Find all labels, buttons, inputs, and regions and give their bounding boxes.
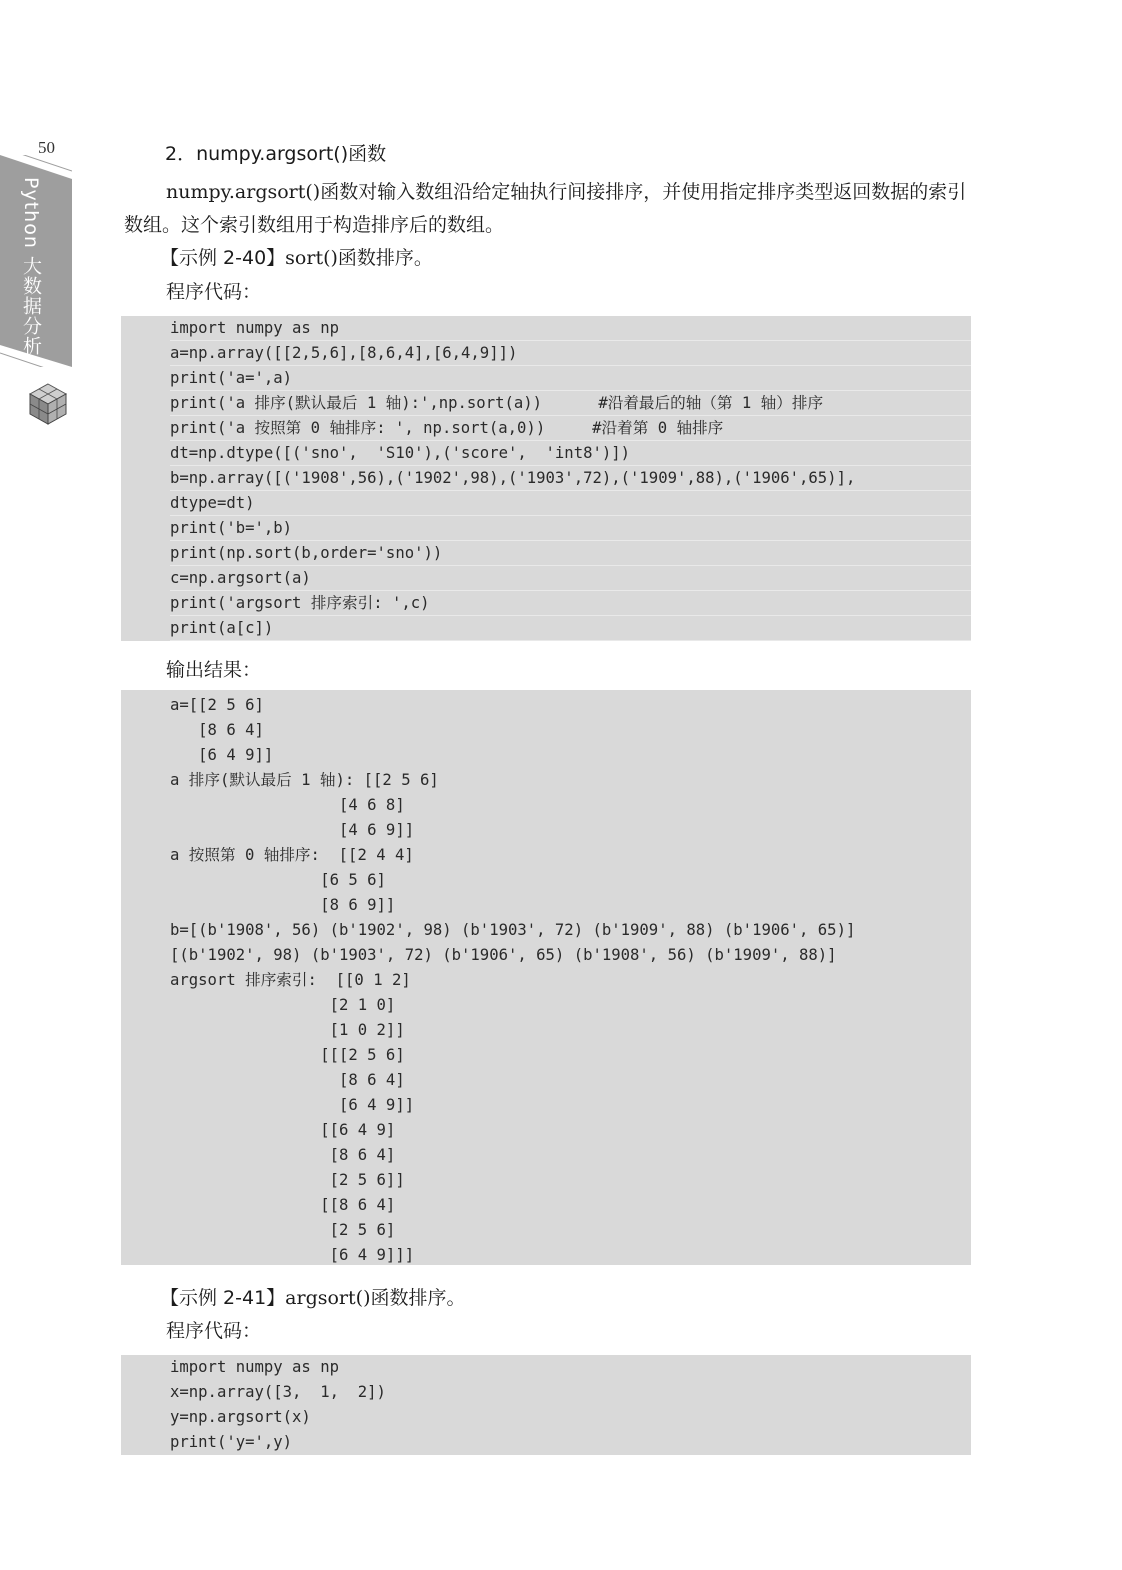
code-line: print(a[c]) [170,616,971,641]
output-line: [8 6 9]] [170,896,396,914]
code-line: print('a=',a) [170,366,971,391]
output-line: a 排序(默认最后 1 轴): [[2 5 6] [170,771,439,789]
code-line: import numpy as np [170,1358,339,1376]
code-line: c=np.argsort(a) [170,566,971,591]
output-line: [2 5 6]] [170,1171,405,1189]
page-number: 50 [38,138,55,157]
side-tab [0,155,72,367]
output-line: [4 6 8] [170,796,405,814]
code-line: print('y=',y) [170,1433,293,1451]
output-line: [6 5 6] [170,871,386,889]
output-label: 输出结果： [166,659,262,681]
output-line: [8 6 4] [170,1071,405,1089]
code-line: print('a 按照第 0 轴排序: ', np.sort(a,0)) #沿着第 0 轴排序 [170,416,971,441]
code-lines [170,1355,386,1455]
code-line: x=np.array([3, 1, 2]) [170,1383,386,1401]
output-line: [2 5 6] [170,1221,396,1239]
output-line: [2 1 0] [170,996,396,1014]
output-line: [6 4 9]] [170,746,274,764]
code-line: y=np.argsort(x) [170,1408,311,1426]
output-line: a=[[2 5 6] [170,696,264,714]
example-label: 【示例 2-41】 [160,1287,286,1309]
code-line: dtype=dt) [170,491,971,516]
output-line: [1 0 2]] [170,1021,405,1039]
code-block [121,316,971,641]
cube-logo-icon [24,380,72,428]
code-line: print('argsort 排序索引: ',c) [170,591,971,616]
output-block [121,690,971,1265]
output-line: [8 6 4] [170,721,264,739]
example-label: 【示例 2-40】 [160,247,286,269]
output-line: argsort 排序索引: [[0 1 2] [170,971,411,989]
code-line: a=np.array([[2,5,6],[8,6,4],[6,4,9]]) [170,341,971,366]
code-block [121,1355,971,1455]
code-line: dt=np.dtype([('sno', 'S10'),('score', 'int8')]) [170,441,971,466]
intro-paragraph: numpy.argsort()函数对输入数组沿给定轴执行间接排序，并使用指定排序类型返回数据的索引数组。这个索引数组用于构造排序后的数组。 [124,181,967,236]
code-line: print(np.sort(b,order='sno')) [170,541,971,566]
code-line: print('b=',b) [170,516,971,541]
code-line: print('a 排序(默认最后 1 轴):',np.sort(a)) #沿着最后的轴（第 1 轴）排序 [170,391,971,416]
output-line: [[8 6 4] [170,1196,396,1214]
output-line: [4 6 9]] [170,821,415,839]
code-line: import numpy as np [170,316,971,341]
output-lines [170,693,855,1268]
section-heading: 2．numpy.argsort()函数 [165,143,387,165]
example-2-40-caption [160,243,433,270]
example-2-41-caption [160,1283,465,1310]
output-line: [6 4 9]]] [170,1246,415,1264]
example-title: argsort()函数排序。 [285,1287,466,1309]
code-line: b=np.array([('1908',56),('1902',98),('1903',72),('1909',88),('1906',65)], [170,466,971,491]
output-line: [8 6 4] [170,1146,396,1164]
example-title: sort()函数排序。 [285,247,433,269]
output-line: [(b'1902', 98) (b'1903', 72) (b'1906', 65) (b'1908', 56) (b'1909', 88)] [170,946,837,964]
output-line: [[[2 5 6] [170,1046,405,1064]
code-lines [170,316,971,641]
code-label: 程序代码： [166,1320,262,1342]
side-tab-label: Python 大数据分析 [20,177,42,356]
output-line: a 按照第 0 轴排序: [[2 4 4] [170,846,414,864]
output-line: [6 4 9]] [170,1096,415,1114]
output-line: b=[(b'1908', 56) (b'1902', 98) (b'1903', 72) (b'1909', 88) (b'1906', 65)] [170,921,856,939]
output-line: [[6 4 9] [170,1121,396,1139]
code-label: 程序代码： [166,281,262,303]
